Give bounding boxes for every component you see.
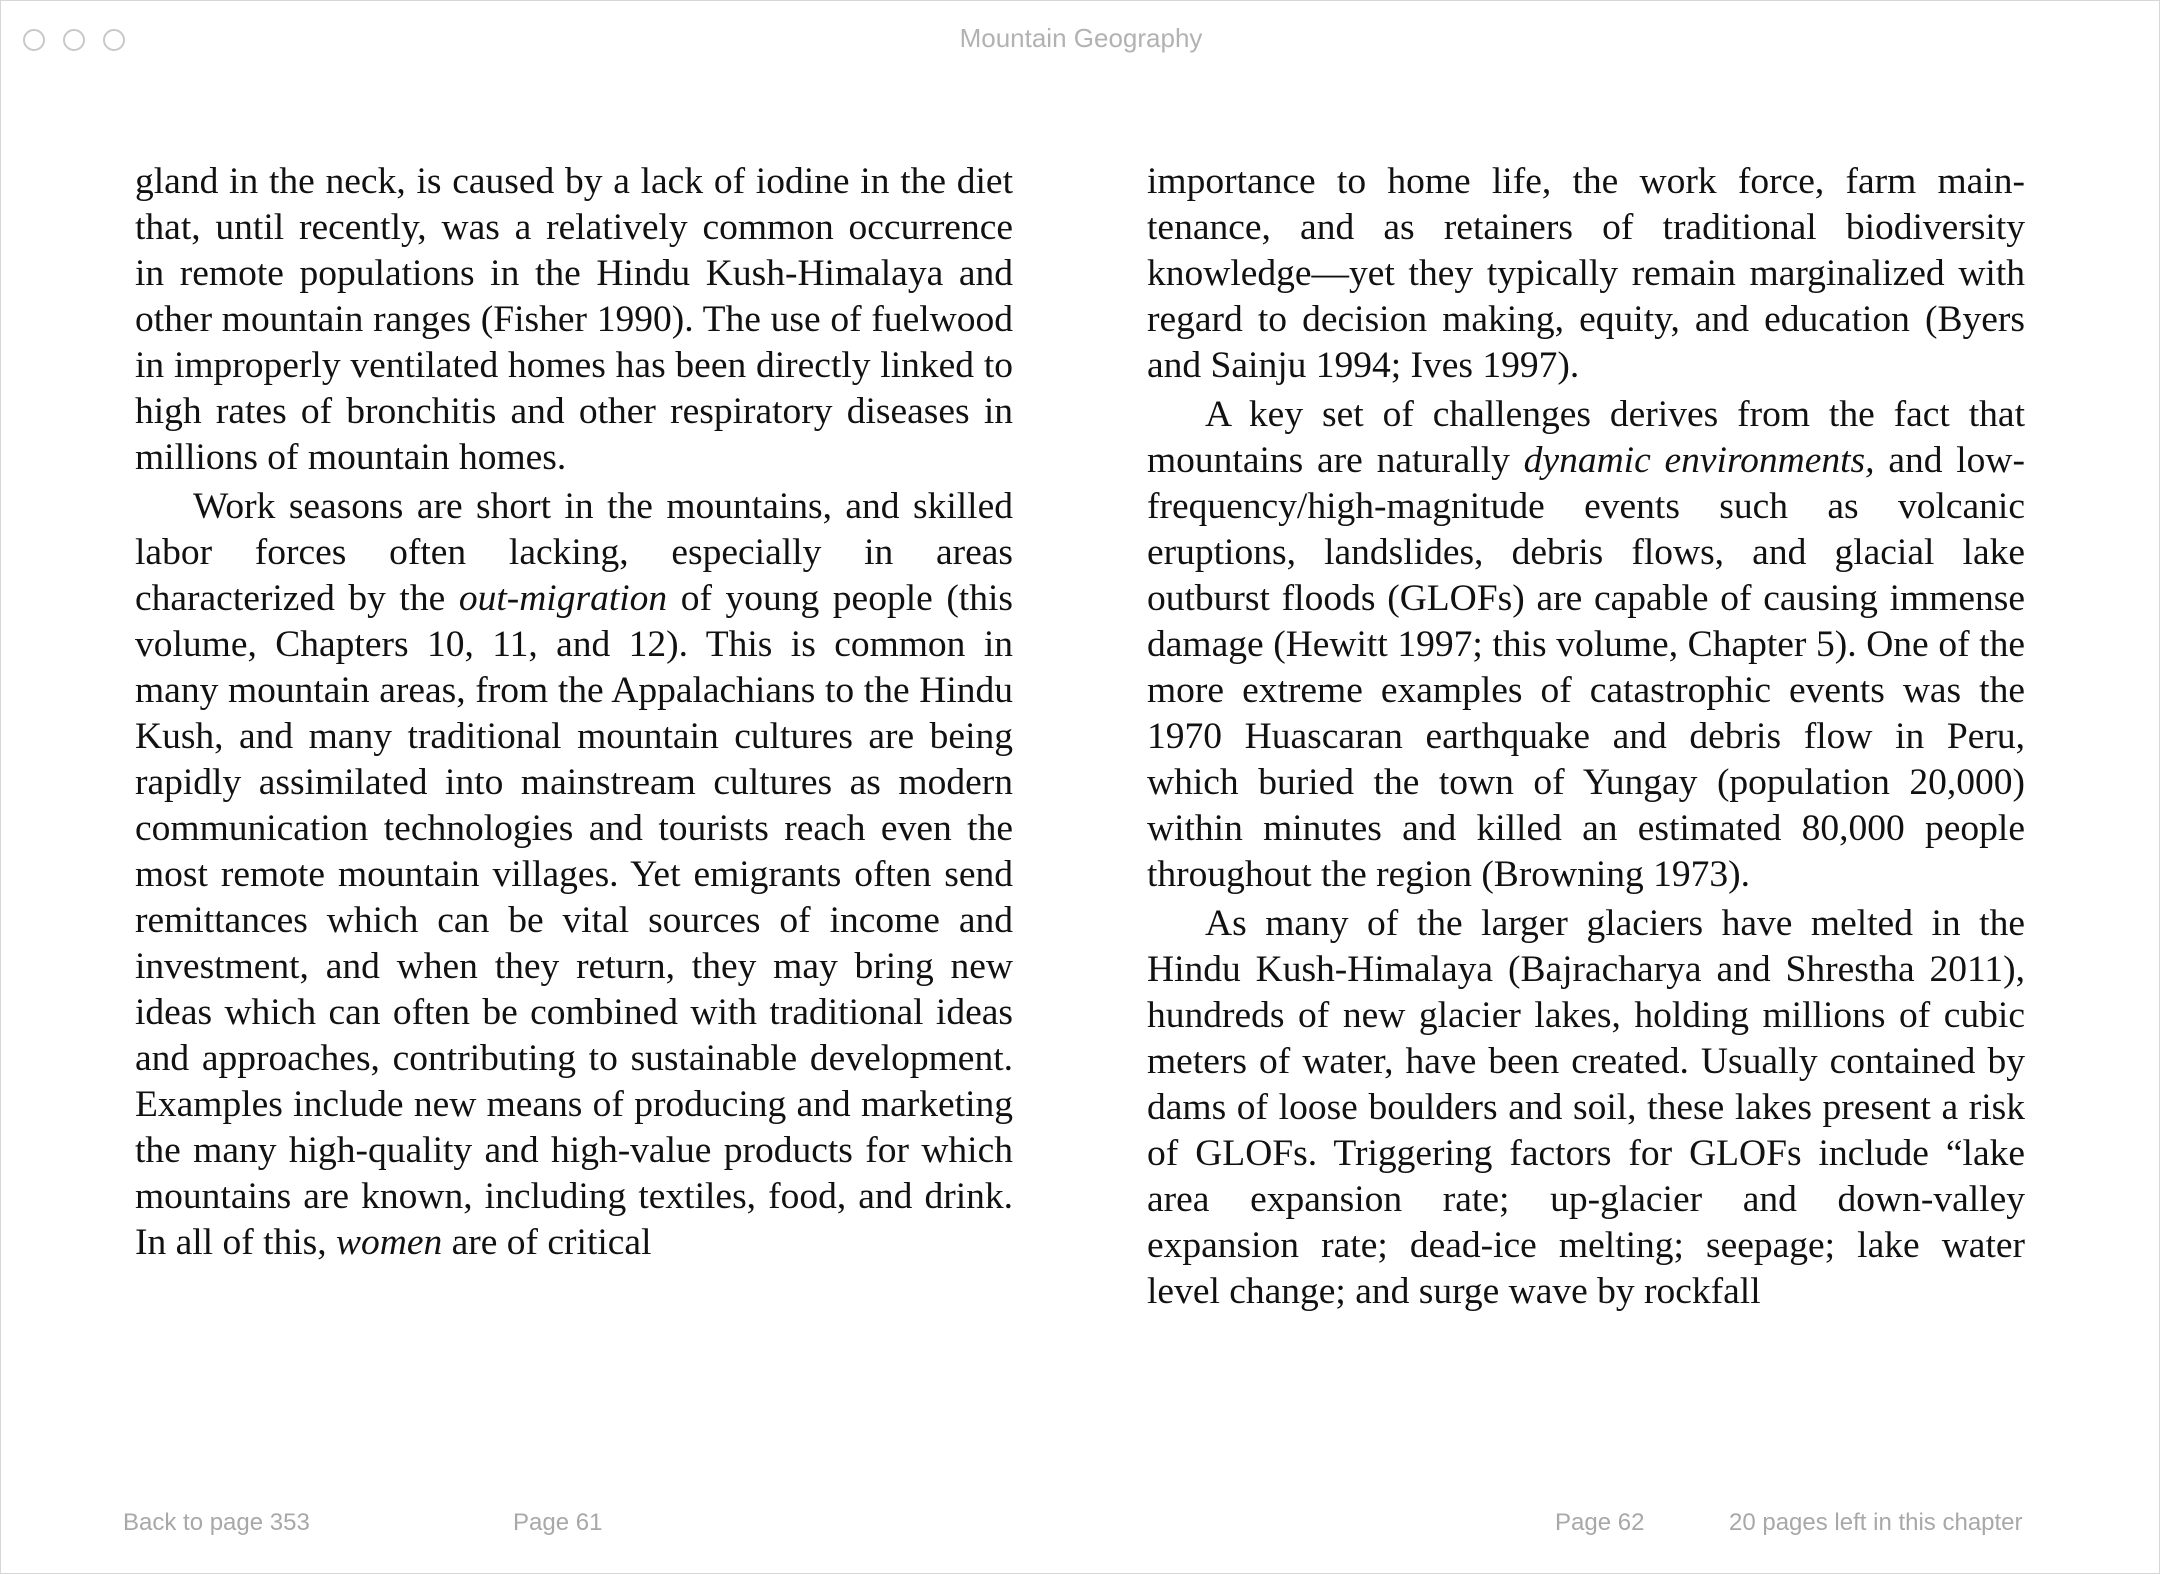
text-run: importance to home life, the work force, farm maintenance, and as retainers of traditional biodiversity knowledge—yet they typically remain marginalized with regard to decision making, equity, and education (Byers and Sainju 1994; Ives 1997). xyxy=(1147,161,2025,386)
italic-run: women xyxy=(336,1222,443,1263)
left-paragraph-2 xyxy=(135,484,1013,1266)
pages-left-in-chapter: 20 pages left in this chapter xyxy=(1729,1509,2023,1536)
text-run: are of critical xyxy=(442,1222,652,1263)
back-to-page-link[interactable]: Back to page 353 xyxy=(123,1509,310,1536)
title-bar[interactable] xyxy=(1,1,2159,79)
text-run: Work seasons are short in the mountains, and skilled labor forces often lacking, especially in areas characterized by the xyxy=(135,486,1013,619)
text-run: and low-frequency/high-magnitude events such as volcanic eruptions, landslides, debris flows, and glacial lake outburst floods (GLOFs) are capable of causing immense damage (Hewitt 1997; this volume, Chapter 5). One of the more extreme examples of catastrophic events was the 1970 Huascaran earthquake and debris flow in Peru, which buried the town of Yungay (population 20,000) within minutes and killed an estimated 80,000 people throughout the region (Browning 1973). xyxy=(1147,440,2025,895)
right-page-number: Page 62 xyxy=(1555,1509,1645,1536)
text-run: As many of the larger glaciers have melted in the Hindu Kush-Himalaya (Bajracharya and Shrestha 2011), hundreds of new glacier lakes, holding millions of cubic meters of water, have been created. Usually contained by dams of loose boulders and soil, these lakes present a risk of GLOFs. Triggering factors for GLOFs include “lake area expansion rate; up-glacier and down-valley expansion rate; dead-ice melting; seepage; lake water level change; and surge wave by rockfall xyxy=(1147,903,2025,1312)
right-paragraph-3 xyxy=(1147,901,2025,1315)
italic-run: dynamic environments, xyxy=(1523,440,1875,481)
left-page[interactable] xyxy=(135,159,1013,1269)
left-paragraph-1 xyxy=(135,159,1013,481)
italic-run: out-migration xyxy=(458,578,668,619)
text-run: A key set of challenges derives from the fact that mountains are naturally xyxy=(1147,394,2025,481)
right-page[interactable] xyxy=(1147,159,2025,1318)
text-run: gland in the neck, is caused by a lack of iodine in the diet that, until recently, was a relatively common occurrence in remote populations in the Hindu Kush-Himalaya and other mountain ranges (Fisher 1990). The use of fuelwood in improperly ventilated homes has been directly linked to high rates of bronchitis and other respiratory diseases in millions of mountain homes. xyxy=(135,161,1013,478)
text-run: of young people (this volume, Chapters 10, 11, and 12). This is common in many mountain areas, from the Appalachians to the Hindu Kush, and many traditional mountain cultures are being rapidly assimilated into mainstream cultures as modern communication technologies and tourists reach even the most remote mountain villages. Yet emigrants often send remittances which can be vital sources of income and investment, and when they return, they may bring new ideas which can often be combined with traditional ideas and approaches, contributing to sustainable development. Examples include new means of producing and marketing the many high-quality and high-value products for which mountains are known, including textiles, food, and drink. In all of this, xyxy=(135,578,1013,1263)
right-paragraph-1 xyxy=(1147,159,2025,389)
right-paragraph-2 xyxy=(1147,392,2025,898)
left-page-number: Page 61 xyxy=(513,1509,603,1536)
window-title: Mountain Geography xyxy=(959,23,1203,53)
